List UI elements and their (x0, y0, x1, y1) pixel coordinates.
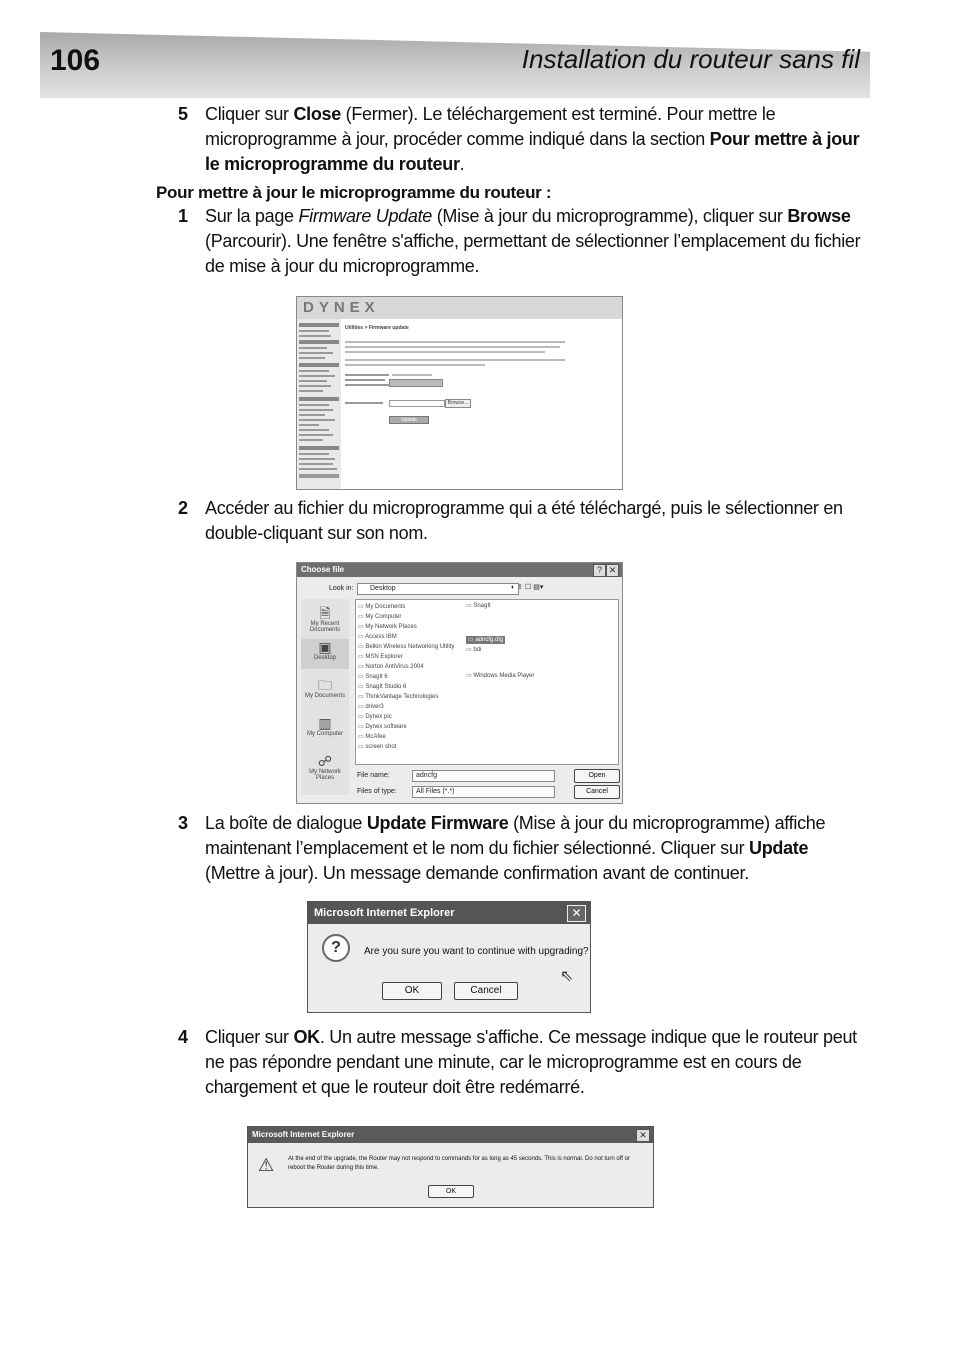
file-item[interactable] (358, 742, 478, 752)
dialog-title: Choose file (301, 565, 345, 574)
step-number: 5 (178, 104, 188, 124)
file-item-label: Dynex software (365, 724, 407, 730)
dynex-logo: DYNEX (303, 299, 380, 316)
file-icon: ▭ (358, 604, 366, 610)
file-icon: ▭ (358, 674, 366, 680)
file-item[interactable] (466, 636, 505, 644)
file-icon: ▭ (358, 644, 366, 650)
step-2-text: Accéder au fichier du microprogramme qui a été téléchargé, puis le sélectionner en double-cliquant sur son nom. (205, 498, 843, 543)
look-in-label: Look in: (329, 585, 354, 592)
file-icon: ▭ (358, 714, 366, 720)
places-bar (301, 599, 349, 795)
file-item-label: SnagIt (473, 603, 491, 609)
page-breadcrumb: Utilities > Firmware update (345, 325, 409, 331)
file-item-label: Access IBM (365, 634, 397, 640)
file-item[interactable] (358, 642, 478, 652)
file-item-label: My Network Places (365, 624, 417, 630)
file-item-label: screen shot (365, 744, 397, 750)
step-number: 1 (178, 206, 188, 226)
close-icon[interactable]: ✕ (636, 1129, 650, 1142)
file-icon: ▭ (358, 614, 366, 620)
place-network[interactable]: ☍ My Network Places (309, 753, 341, 781)
place-recent[interactable]: 🗎 My Recent Documents (309, 605, 341, 633)
file-item[interactable] (358, 612, 478, 622)
step-5-text: Cliquer sur Close (Fermer). Le téléchargement est terminé. Pour mettre le microprogramme à jour, procéder comme indiqué dans la section Pour mettre à jour le microprogramme du routeur. (205, 104, 860, 174)
close-button[interactable]: ✕ (606, 564, 619, 577)
file-item-label: SnagIt Studio 6 (365, 684, 407, 690)
file-type-label: Files of type: (357, 788, 397, 795)
place-desktop[interactable]: ▣ Desktop (301, 639, 349, 669)
cancel-button[interactable]: Cancel (574, 785, 620, 799)
update-button[interactable]: Update (389, 416, 429, 424)
file-item-label: driver3 (365, 704, 384, 710)
ok-button[interactable]: OK (428, 1185, 474, 1198)
file-icon: ▭ (466, 647, 474, 653)
file-list[interactable] (355, 599, 619, 765)
page-number: 106 (50, 44, 101, 77)
file-item-label: My Documents (365, 604, 406, 610)
step-number: 3 (178, 813, 188, 833)
help-button[interactable]: ? (593, 564, 606, 577)
file-item-label: My Computer (365, 614, 402, 620)
file-icon: ▭ (358, 634, 366, 640)
file-item[interactable] (358, 692, 478, 702)
file-icon: ▭ (358, 704, 366, 710)
firmware-update-screenshot (296, 296, 623, 490)
dialog-title: Microsoft Internet Explorer (252, 1130, 355, 1139)
dialog-message: Are you sure you want to continue with upgrading? (364, 946, 589, 957)
file-item-label: adncfg.dlg (475, 637, 504, 643)
file-item[interactable] (358, 732, 478, 742)
file-item[interactable] (466, 672, 566, 680)
file-item[interactable] (358, 632, 478, 642)
file-type-select[interactable]: All Files (*.*) (412, 786, 555, 798)
dialog-titlebar (248, 1127, 654, 1143)
file-item[interactable] (358, 602, 478, 612)
file-item[interactable] (466, 646, 566, 654)
step-number: 4 (178, 1027, 188, 1047)
file-name-input[interactable]: adncfg (412, 770, 555, 782)
file-item[interactable] (466, 602, 566, 610)
file-item-label: Belkin Wireless Networking Utility (365, 644, 455, 650)
file-item-label: MSN Explorer (365, 654, 403, 660)
file-item[interactable] (358, 622, 478, 632)
confirm-upgrade-dialog (307, 901, 591, 1013)
warning-icon: ⚠ (258, 1155, 275, 1175)
file-item[interactable] (358, 662, 478, 672)
browse-button[interactable]: Browse... (445, 399, 471, 408)
upgrade-info-dialog (247, 1126, 654, 1208)
choose-file-dialog (296, 562, 623, 804)
file-item[interactable] (358, 672, 478, 682)
file-item[interactable] (358, 702, 478, 712)
file-item[interactable] (358, 712, 478, 722)
file-item-label: McAfee (365, 734, 386, 740)
file-item[interactable] (358, 652, 478, 662)
file-icon: ▭ (358, 724, 366, 730)
file-item-label: SnagIt 6 (365, 674, 388, 680)
router-sidebar (297, 319, 341, 489)
step-number: 2 (178, 498, 188, 518)
step-4-text: Cliquer sur OK. Un autre message s'affiche. Ce message indique que le routeur peut ne pas répondre pendant une minute, car le microprogramme est en cours de chargement et que le routeur doit être redémarré. (205, 1027, 857, 1097)
place-my-documents[interactable]: 🗀 My Documents (304, 677, 345, 699)
file-name-label: File name: (357, 772, 390, 779)
file-icon: ▭ (358, 734, 366, 740)
running-title: Installation du routeur sans fil (521, 44, 860, 74)
file-icon: ▭ (358, 654, 366, 660)
file-item-label: Windows Media Player (473, 673, 535, 679)
close-icon[interactable]: ✕ (567, 905, 586, 922)
dialog-message: At the end of the upgrade, the Router may not respond to commands for as long as 45 seconds. This is normal. Do not turn off or reboot the Router during this time. (288, 1156, 630, 1171)
step-3-text: La boîte de dialogue Update Firmware (Mise à jour du microprogramme) affiche maintenant l’emplacement et le nom du fichier sélectionné. Cliquer sur Update (Mettre à jour). Un message demande confirmation avant de continuer. (205, 813, 826, 883)
file-icon: ▭ (358, 744, 366, 750)
file-item[interactable] (358, 722, 478, 732)
file-item-label: Dynex pic (365, 714, 392, 720)
file-item-label: bdi (473, 647, 482, 653)
file-item-label: ThinkVantage Technologies (365, 694, 439, 700)
file-icon: ▭ (358, 664, 366, 670)
step-1-text: Sur la page Firmware Update (Mise à jour du microprogramme), cliquer sur Browse (Parcourir). Une fenêtre s'affiche, permettant de sélectionner l’emplacement du fichier de mise à jour du microprogramme. (205, 206, 861, 276)
mouse-pointer-icon: ⇖ (560, 968, 574, 985)
file-item-label: Norton AntiVirus 2004 (365, 664, 424, 670)
file-icon: ▭ (358, 694, 366, 700)
file-icon: ▭ (466, 673, 474, 679)
place-my-computer[interactable]: ▥ My Computer (306, 715, 343, 737)
toolbar-icons[interactable]: ◐ ⇧ ☐ ▤▾ (511, 584, 544, 591)
file-icon: ▭ (466, 603, 474, 609)
firmware-file-input[interactable] (389, 400, 445, 407)
section-subheading: Pour mettre à jour le microprogramme du routeur : (156, 183, 552, 202)
ok-button[interactable]: OK (382, 982, 442, 1000)
file-icon: ▭ (358, 684, 366, 690)
file-item[interactable] (358, 682, 478, 692)
file-icon: ▭ (358, 624, 366, 630)
question-icon: ? (322, 934, 350, 962)
dialog-titlebar (297, 563, 623, 577)
dialog-title: Microsoft Internet Explorer (314, 907, 455, 919)
dialog-titlebar (308, 902, 591, 924)
open-button[interactable]: Open (574, 769, 620, 783)
file-icon: ▭ (468, 637, 476, 643)
cancel-button[interactable]: Cancel (454, 982, 518, 1000)
look-in-select[interactable]: Desktop (357, 583, 519, 595)
